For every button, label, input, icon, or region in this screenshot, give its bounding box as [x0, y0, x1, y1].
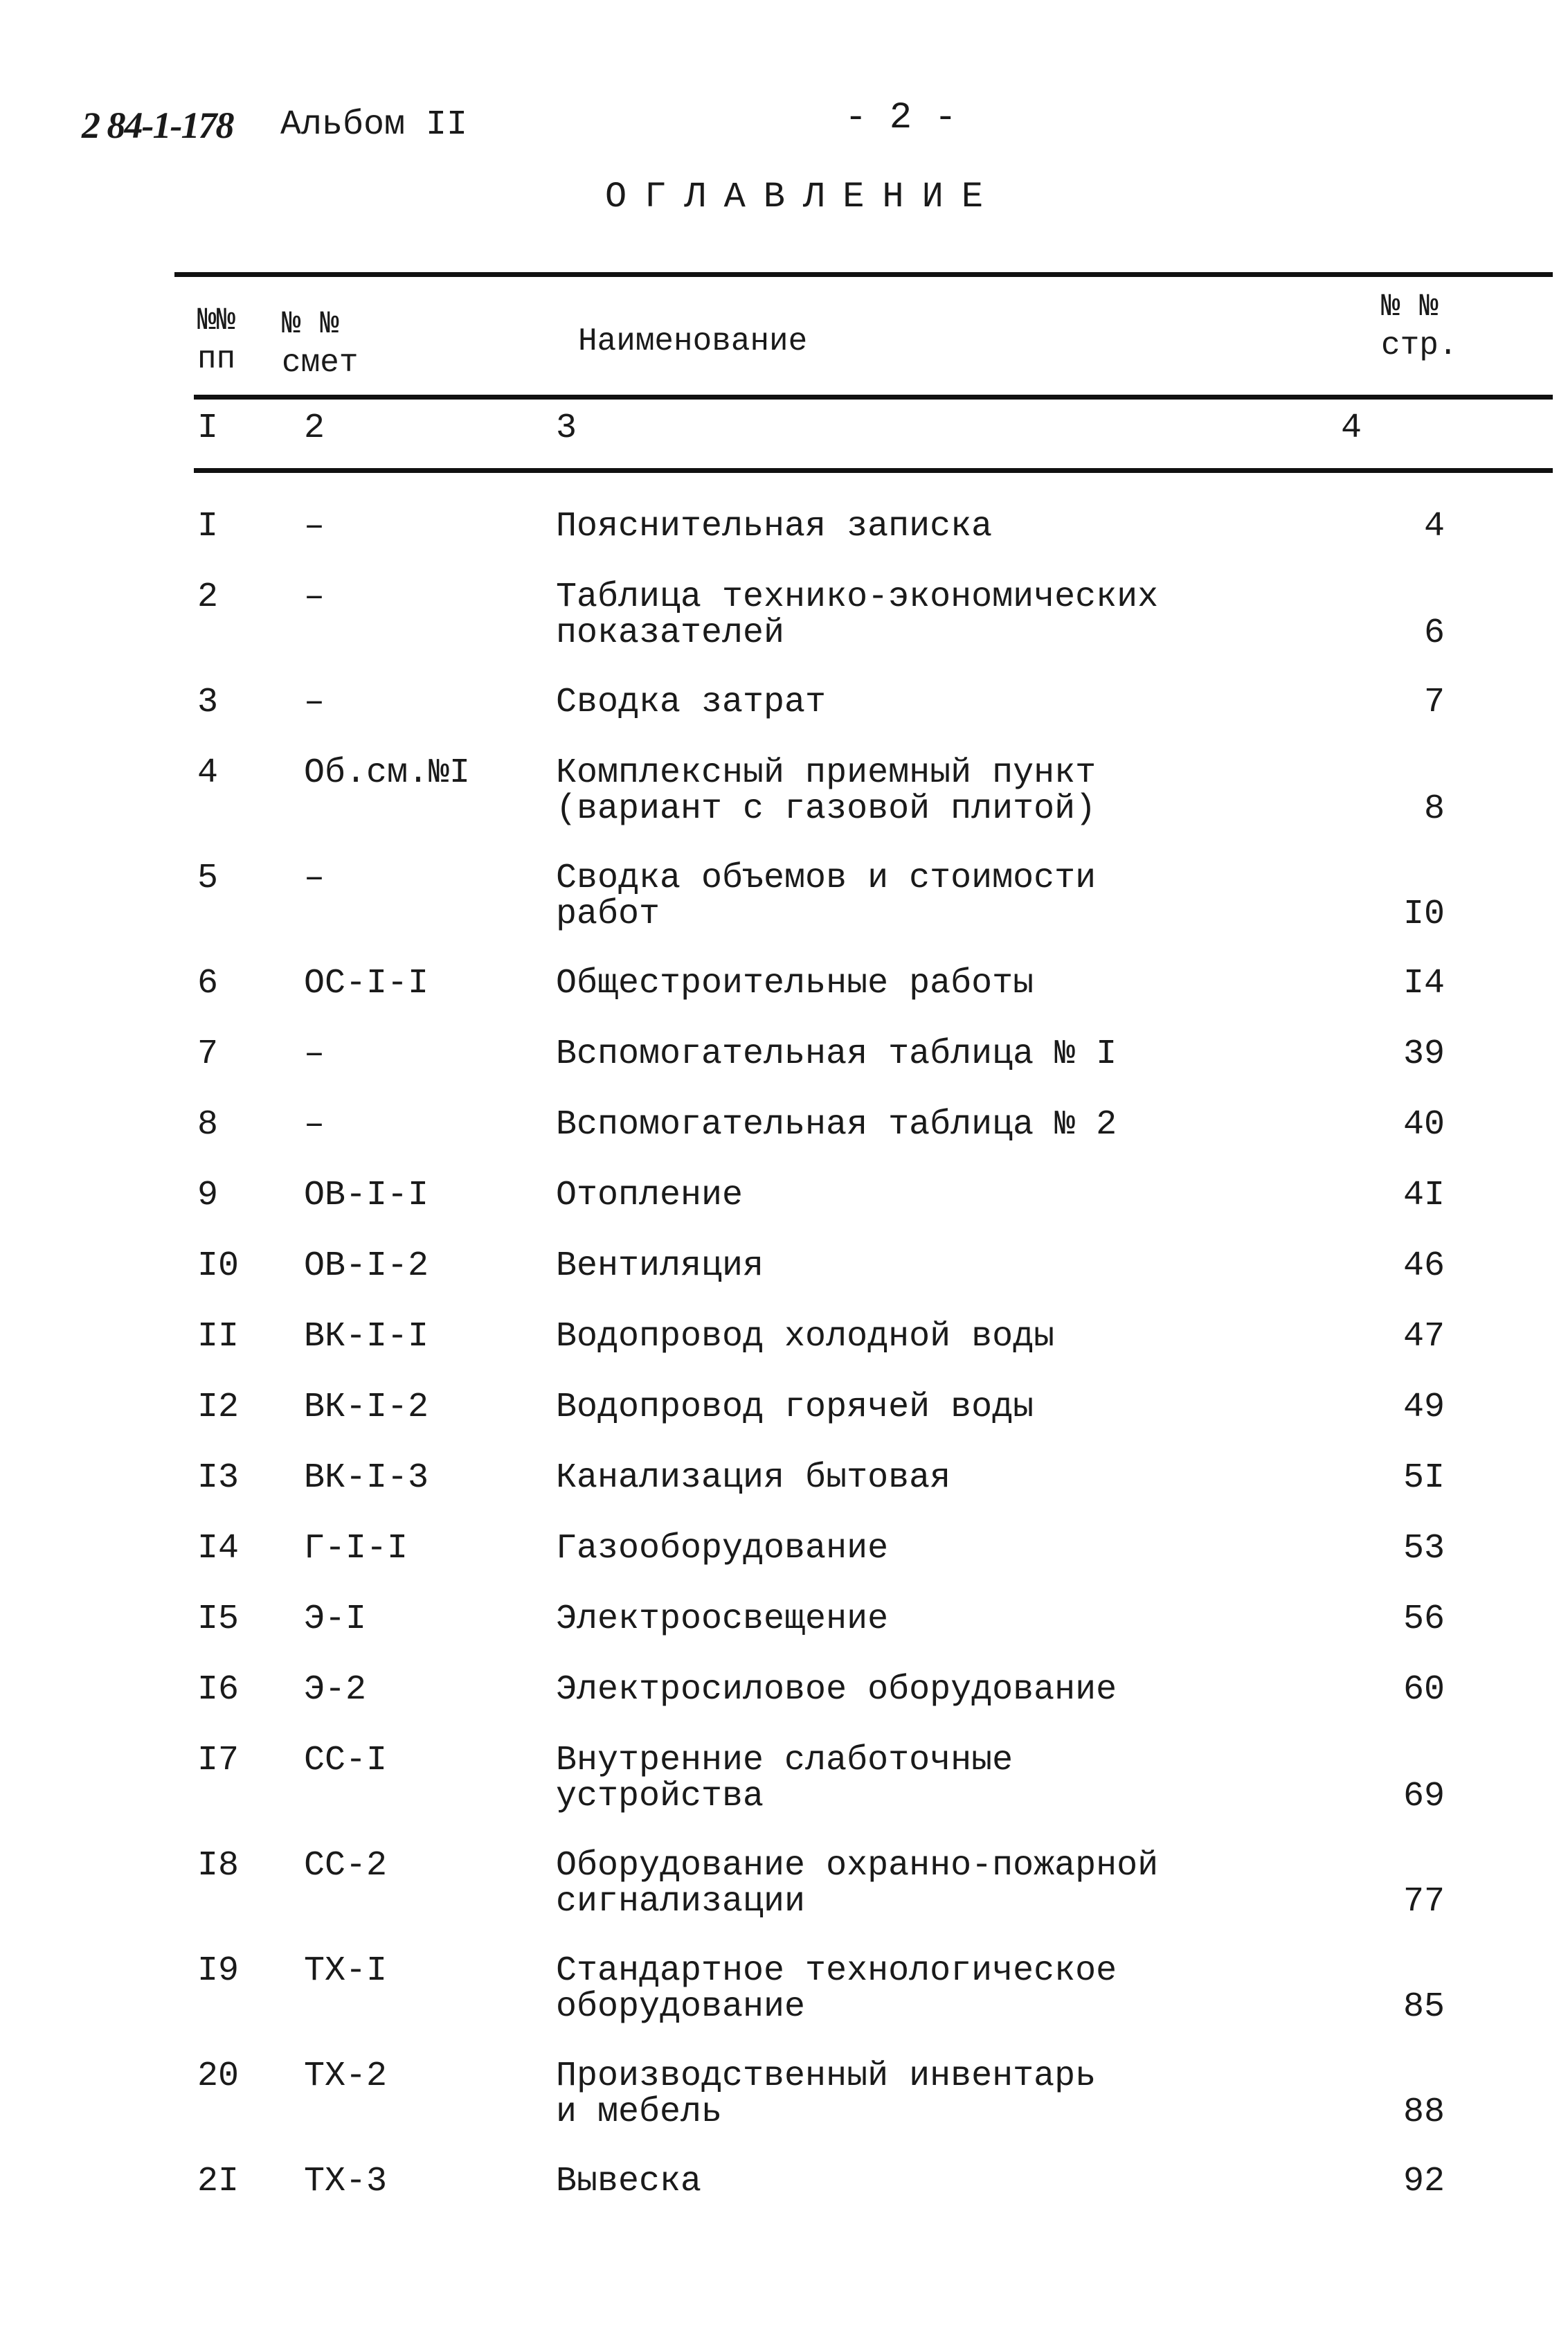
estimate-number: ВК-I-2 — [304, 1388, 429, 1427]
table-row — [0, 685, 1568, 721]
page-ref: I4 — [1403, 964, 1445, 1003]
estimate-number: ОС-I-I — [304, 964, 429, 1003]
page-ref: 53 — [1403, 1529, 1445, 1568]
estimate-number: ОВ-I-I — [304, 1176, 429, 1215]
table-row — [0, 1460, 1568, 1496]
table-row — [0, 1531, 1568, 1567]
estimate-number: ТХ-2 — [304, 2057, 388, 2096]
estimate-number: – — [304, 683, 325, 722]
section-name: Сводка объемов и стоимости работ — [556, 859, 1097, 934]
table-row — [0, 966, 1568, 1002]
section-name: Оборудование охранно-пожарной сигнализации — [556, 1846, 1159, 1922]
row-number: I0 — [197, 1246, 240, 1286]
section-name: Канализация бытовая — [556, 1458, 951, 1498]
col4-line1: № № — [1381, 289, 1439, 325]
section-name: Производственный инвентарь и мебель — [556, 2057, 1097, 2132]
table-row — [0, 1953, 1568, 2025]
page-ref: 40 — [1403, 1105, 1445, 1145]
row-number: 5 — [197, 859, 219, 898]
page-ref: 77 — [1403, 1882, 1445, 1922]
section-name: Вспомогательная таблица № I — [556, 1035, 1117, 1074]
estimate-number: ТХ-3 — [304, 2162, 388, 2201]
section-name: Отопление — [556, 1176, 744, 1215]
row-number: I4 — [197, 1529, 240, 1568]
table-row — [0, 755, 1568, 827]
estimate-number: Э-2 — [304, 1670, 367, 1710]
col-header-page — [1381, 287, 1457, 365]
table-row — [0, 2164, 1568, 2200]
col-header-row-number — [197, 301, 235, 379]
col-header-name: Наименование — [578, 323, 808, 359]
page-ref: 4 — [1423, 507, 1445, 546]
row-number: I5 — [197, 1600, 240, 1639]
col-header-estimate — [282, 305, 358, 382]
col-number-2: 2 — [304, 409, 325, 448]
section-name: Сводка затрат — [556, 683, 827, 722]
page-ref: 49 — [1403, 1388, 1445, 1427]
table-row — [0, 1743, 1568, 1815]
section-name: Вспомогательная таблица № 2 — [556, 1105, 1117, 1145]
page-ref: 69 — [1403, 1777, 1445, 1816]
table-row — [0, 1672, 1568, 1708]
col-number-1: I — [197, 409, 219, 448]
table-row — [0, 1107, 1568, 1143]
page-ref: 88 — [1403, 2093, 1445, 2132]
row-number: I8 — [197, 1846, 240, 1886]
page-ref: 39 — [1403, 1035, 1445, 1074]
table-row — [0, 509, 1568, 545]
estimate-number: – — [304, 507, 325, 546]
table-row — [0, 861, 1568, 933]
row-number: 6 — [197, 964, 219, 1003]
row-number: II — [197, 1317, 240, 1356]
table-row — [0, 577, 1568, 653]
section-name: Вентиляция — [556, 1246, 764, 1286]
section-name: Вывеска — [556, 2162, 702, 2201]
row-number: I2 — [197, 1388, 240, 1427]
table-row — [0, 1848, 1568, 1920]
section-name: Электросиловое оборудование — [556, 1670, 1117, 1710]
section-name: Таблица технико-экономических показателей — [556, 577, 1159, 653]
album-label: Альбом II — [280, 105, 468, 145]
header-rule — [194, 395, 1553, 400]
section-name: Стандартное технологическое оборудование — [556, 1951, 1117, 2027]
section-name: Электроосвещение — [556, 1600, 889, 1639]
estimate-number: ОВ-I-2 — [304, 1246, 429, 1286]
estimate-number: Э-I — [304, 1600, 367, 1639]
handwritten-doc-code: 2 84-1-178 — [82, 105, 233, 146]
section-name: Пояснительная записка — [556, 507, 993, 546]
table-row — [0, 2059, 1568, 2131]
row-number: I — [197, 507, 219, 546]
section-name: Комплексный приемный пункт (вариант с газовой плитой) — [556, 753, 1097, 829]
estimate-number: – — [304, 1035, 325, 1074]
numbers-rule — [194, 468, 1553, 473]
estimate-number: СС-2 — [304, 1846, 388, 1886]
table-row — [0, 1037, 1568, 1073]
page-ref: 56 — [1403, 1600, 1445, 1639]
page-ref: 85 — [1403, 1987, 1445, 2027]
row-number: 4 — [197, 753, 219, 793]
estimate-number: Об.см.№I — [304, 753, 471, 793]
row-number: 2 — [197, 577, 219, 617]
section-name: Газооборудование — [556, 1529, 889, 1568]
page-ref: 6 — [1423, 614, 1445, 653]
col1-line2: пп — [197, 341, 236, 377]
toc-table — [0, 509, 1568, 2235]
table-row — [0, 1319, 1568, 1355]
table-row — [0, 1248, 1568, 1284]
row-number: 20 — [197, 2057, 240, 2096]
col-number-4: 4 — [1341, 409, 1362, 448]
row-number: 2I — [197, 2162, 240, 2201]
section-name: Водопровод горячей воды — [556, 1388, 1034, 1427]
table-row — [0, 1390, 1568, 1426]
row-number: I7 — [197, 1741, 240, 1780]
page-ref: 4I — [1403, 1176, 1445, 1215]
col2-line1: № № — [282, 306, 339, 342]
col2-line2: смет — [282, 345, 359, 381]
col1-line1: №№ — [197, 303, 236, 339]
row-number: 8 — [197, 1105, 219, 1145]
row-number: 9 — [197, 1176, 219, 1215]
col-number-3: 3 — [556, 409, 577, 448]
page-ref: 8 — [1423, 789, 1445, 829]
page-ref: 60 — [1403, 1670, 1445, 1710]
row-number: 3 — [197, 683, 219, 722]
page-ref: 92 — [1403, 2162, 1445, 2201]
estimate-number: ТХ-I — [304, 1951, 388, 1991]
row-number: I3 — [197, 1458, 240, 1498]
page-ref: 47 — [1403, 1317, 1445, 1356]
col4-line2: стр. — [1381, 328, 1458, 364]
estimate-number: – — [304, 577, 325, 617]
section-name: Общестроительные работы — [556, 964, 1034, 1003]
page-title: ОГЛАВЛЕНИЕ — [604, 177, 1002, 217]
page-ref: I0 — [1403, 895, 1445, 934]
table-top-rule — [174, 272, 1553, 277]
estimate-number: – — [304, 859, 325, 898]
page-ref: 5I — [1403, 1458, 1445, 1498]
section-name: Водопровод холодной воды — [556, 1317, 1055, 1356]
row-number: I9 — [197, 1951, 240, 1991]
table-row — [0, 1602, 1568, 1638]
estimate-number: Г-I-I — [304, 1529, 408, 1568]
estimate-number: – — [304, 1105, 325, 1145]
estimate-number: СС-I — [304, 1741, 388, 1780]
page-ref: 7 — [1423, 683, 1445, 722]
table-row — [0, 1178, 1568, 1214]
row-number: 7 — [197, 1035, 219, 1074]
row-number: I6 — [197, 1670, 240, 1710]
estimate-number: ВК-I-I — [304, 1317, 429, 1356]
section-name: Внутренние слаботочные устройства — [556, 1741, 1013, 1816]
page-ref: 46 — [1403, 1246, 1445, 1286]
page-number: - 2 - — [845, 97, 957, 139]
estimate-number: ВК-I-3 — [304, 1458, 429, 1498]
